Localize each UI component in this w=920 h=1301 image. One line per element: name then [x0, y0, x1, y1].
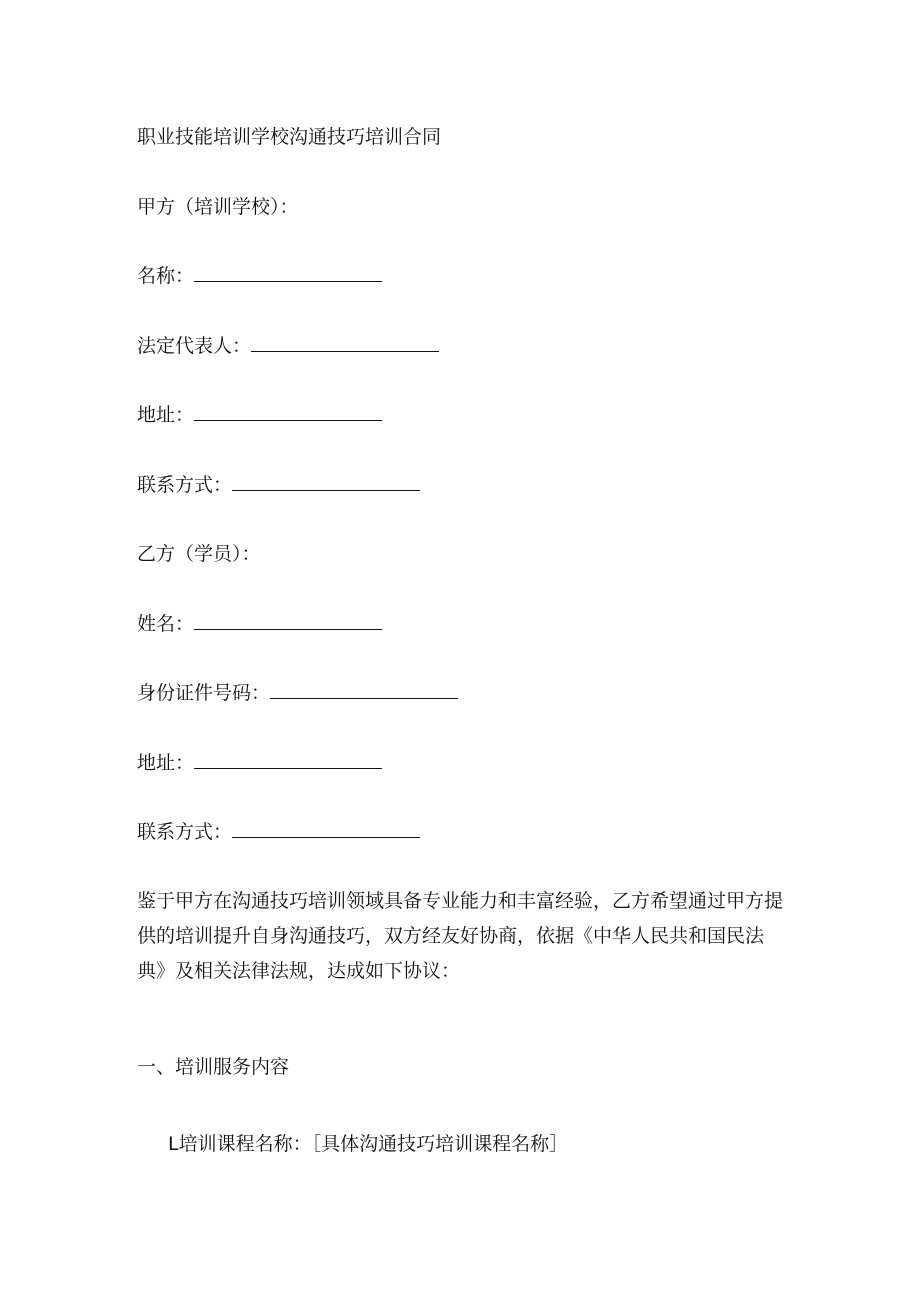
field-label: 联系方式：: [137, 474, 233, 496]
party-b-address-field: [137, 749, 382, 777]
blank-line: [194, 611, 382, 630]
field-label: 名称：: [137, 265, 195, 287]
party-b-contact-field: [137, 818, 420, 846]
party-b-name-field: [137, 610, 382, 638]
party-a-legal-rep-field: [137, 332, 439, 360]
field-label: 地址：: [137, 752, 195, 774]
party-a-contact-field: [137, 471, 420, 499]
field-label: 姓名：: [137, 613, 195, 635]
blank-line: [270, 680, 458, 699]
preamble-paragraph: 鉴于甲方在沟通技巧培训领域具备专业能力和丰富经验，乙方希望通过甲方提供的培训提升自身沟通技巧，双方经友好协商，依据《中华人民共和国民法典》及相关法律法规，达成如下协议：: [137, 890, 784, 982]
field-label: 联系方式：: [137, 821, 233, 843]
party-b-id-field: [137, 679, 458, 707]
field-label: 身份证件号码：: [137, 682, 271, 704]
party-b-heading: 乙方（学员）：: [137, 543, 261, 565]
party-a-heading: 甲方（培训学校）：: [137, 196, 299, 218]
blank-line: [194, 263, 382, 282]
party-a-address-field: [137, 401, 382, 429]
blank-line: [194, 750, 382, 769]
field-label: 地址：: [137, 404, 195, 426]
party-a-name-field: [137, 262, 382, 290]
blank-line: [232, 472, 420, 491]
blank-line: [232, 819, 420, 838]
document-title: 职业技能培训学校沟通技巧培训合同: [137, 126, 442, 148]
blank-line: [194, 402, 382, 421]
field-label: 法定代表人：: [137, 335, 252, 357]
section-1-heading: 一、培训服务内容: [137, 1056, 290, 1078]
section-1-item-1: L培训课程名称：［具体沟通技巧培训课程名称］: [168, 1133, 569, 1155]
blank-line: [251, 333, 439, 352]
